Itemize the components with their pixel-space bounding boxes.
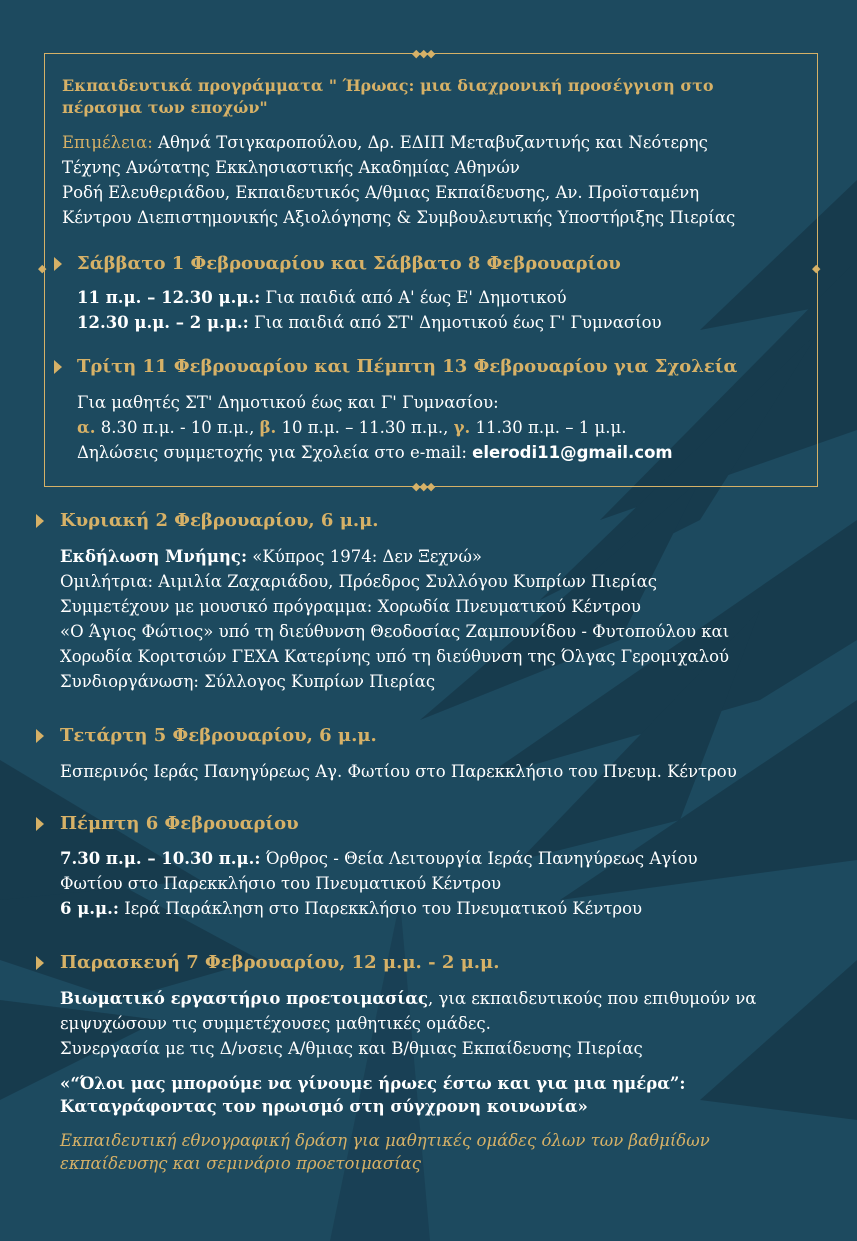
event-4-text-1: , για εκπαιδευτικούς που επιθυμούν να — [428, 989, 757, 1008]
arrow-icon — [36, 514, 44, 528]
event-4-italic-2: εκπαίδευσης και σεμινάριο προετοιμασίας — [60, 1154, 421, 1173]
event-3-bold-1: 7.30 π.μ. – 10.30 π.μ.: — [60, 849, 261, 868]
event-2-heading: Τετάρτη 5 Φεβρουαρίου, 6 μ.μ. — [60, 725, 377, 746]
sub1-line-1 — [77, 288, 567, 308]
frame-ornament-right-icon: ◆ — [812, 262, 820, 275]
credits-label: Επιμέλεια: — [62, 133, 153, 152]
event-4-line-2: εμψυχώσουν τις συμμετέχουσες μαθητικές ομάδες. — [60, 1014, 491, 1033]
sub1-text-1: Για παιδιά από Α' έως Ε' Δημοτικού — [260, 288, 567, 307]
sub2-option-a: α. — [77, 418, 96, 437]
event-1-line-1 — [60, 547, 482, 567]
event-1-line-2: Ομιλήτρια: Αιμιλία Ζαχαριάδου, Πρόεδρος Συλλόγου Κυπρίων Πιερίας — [60, 572, 657, 591]
sub2-heading: Τρίτη 11 Φεβρουαρίου και Πέμπτη 13 Φεβρουαρίου για Σχολεία — [77, 356, 738, 377]
sub2-email-label: Δηλώσεις συμμετοχής για Σχολεία στο e-mail: — [77, 443, 473, 462]
event-4-line-1 — [60, 989, 756, 1009]
credits-line-1 — [62, 133, 708, 153]
event-1-heading: Κυριακή 2 Φεβρουαρίου, 6 μ.μ. — [60, 510, 379, 531]
event-3-text-1: Όρθρος - Θεία Λειτουργία Ιεράς Πανηγύρεως Αγίου — [260, 849, 698, 868]
sub2-option-b-text: 10 π.μ. – 11.30 π.μ., — [276, 418, 454, 437]
arrow-icon — [36, 729, 44, 743]
event-3-line-3 — [60, 899, 642, 919]
sub2-line-2 — [77, 418, 626, 438]
event-1-line-4: «Ο Άγιος Φώτιος» υπό τη διεύθυνση Θεοδοσίας Ζαμπουνίδου - Φυτοπούλου και — [60, 622, 730, 641]
event-4-heading: Παρασκευή 7 Φεβρουαρίου, 12 μ.μ. - 2 μ.μ. — [60, 952, 500, 973]
program-title-line-2: πέρασμα των εποχών" — [62, 98, 268, 117]
credits-line-3: Ροδή Ελευθεριάδου, Εκπαιδευτικός Α/θμιας Εκπαίδευσης, Αν. Προϊσταμένη — [62, 183, 700, 202]
sub1-line-2 — [77, 313, 662, 333]
event-1-bold: Εκδήλωση Μνήμης: — [60, 547, 248, 566]
event-1-line-6: Συνδιοργάνωση: Σύλλογος Κυπρίων Πιερίας — [60, 672, 436, 691]
sub1-heading: Σάββατο 1 Φεβρουαρίου και Σάββατο 8 Φεβρουαρίου — [77, 253, 621, 274]
event-4-line-3: Συνεργασία με τις Δ/νσεις Α/θμιας και Β/θμιας Εκπαίδευσης Πιερίας — [60, 1039, 643, 1058]
sub1-time-1: 11 π.μ. – 12.30 μ.μ.: — [77, 288, 261, 307]
event-3-line-2: Φωτίου στο Παρεκκλήσιο του Πνευματικού Κέντρου — [60, 874, 502, 893]
credits-line-4: Κέντρου Διεπιστημονικής Αξιολόγησης & Συμβουλευτικής Υποστήριξης Πιερίας — [62, 208, 736, 227]
frame-ornament-left-icon: ◆ — [38, 262, 46, 275]
sub2-option-c: γ. — [453, 418, 471, 437]
arrow-icon — [54, 360, 62, 374]
credits-line-2: Τέχνης Ανώτατης Εκκλησιαστικής Ακαδημίας Αθηνών — [62, 158, 520, 177]
event-4-quote-2: Καταγράφοντας τον ηρωισμό στη σύγχρονη κοινωνία» — [60, 1097, 588, 1116]
event-1-text-1: «Κύπρος 1974: Δεν Ξεχνώ» — [247, 547, 482, 566]
event-1-line-5: Χορωδία Κοριτσιών ΓΕΧΑ Κατερίνης υπό τη διεύθυνση της Όλγας Γερομιχαλού — [60, 647, 730, 666]
event-3-bold-2: 6 μ.μ.: — [60, 899, 119, 918]
sub2-line-3 — [77, 443, 673, 463]
school-email-link[interactable]: elerodi11@gmail.com — [472, 443, 673, 462]
program-title-line-1: Εκπαιδευτικά προγράμματα " Ήρωας: μια διαχρονική προσέγγιση στο — [62, 76, 714, 95]
arrow-icon — [36, 817, 44, 831]
event-3-text-3: Ιερά Παράκληση στο Παρεκκλήσιο του Πνευματικού Κέντρου — [118, 899, 643, 918]
event-4-bold: Βιωματικό εργαστήριο προετοιμασίας — [60, 989, 429, 1008]
event-4-quote-1: «“Όλοι μας μπορούμε να γίνουμε ήρωες έστω και για μια ημέρα”: — [60, 1074, 686, 1093]
event-1-line-3: Συμμετέχουν με μουσικό πρόγραμμα: Χορωδία Πνευματικού Κέντρου — [60, 597, 641, 616]
sub2-option-c-text: 11.30 π.μ. – 1 μ.μ. — [470, 418, 627, 437]
arrow-icon — [36, 956, 44, 970]
sub2-option-b: β. — [259, 418, 277, 437]
sub2-option-a-text: 8.30 π.μ. - 10 π.μ., — [95, 418, 260, 437]
credits-text-1: Αθηνά Τσιγκαροπούλου, Δρ. ΕΔΙΠ Μεταβυζαντινής και Νεότερης — [152, 133, 708, 152]
event-3-heading: Πέμπτη 6 Φεβρουαρίου — [60, 813, 299, 834]
sub1-time-2: 12.30 μ.μ. – 2 μ.μ.: — [77, 313, 249, 332]
sub2-line-1: Για μαθητές ΣΤ' Δημοτικού έως και Γ' Γυμνασίου: — [77, 393, 499, 412]
sub1-text-2: Για παιδιά από ΣΤ' Δημοτικού έως Γ' Γυμνασίου — [248, 313, 662, 332]
event-3-line-1 — [60, 849, 698, 869]
frame-ornament-top-icon: ◆◆◆ — [412, 47, 435, 60]
event-2-line-1: Εσπερινός Ιεράς Πανηγύρεως Αγ. Φωτίου στο Παρεκκλήσιο του Πνευμ. Κέντρου — [60, 762, 737, 781]
frame-ornament-bottom-icon: ◆◆◆ — [412, 480, 435, 493]
event-4-italic-1: Εκπαιδευτική εθνογραφική δράση για μαθητικές ομάδες όλων των βαθμίδων — [60, 1131, 710, 1150]
arrow-icon — [54, 257, 62, 271]
